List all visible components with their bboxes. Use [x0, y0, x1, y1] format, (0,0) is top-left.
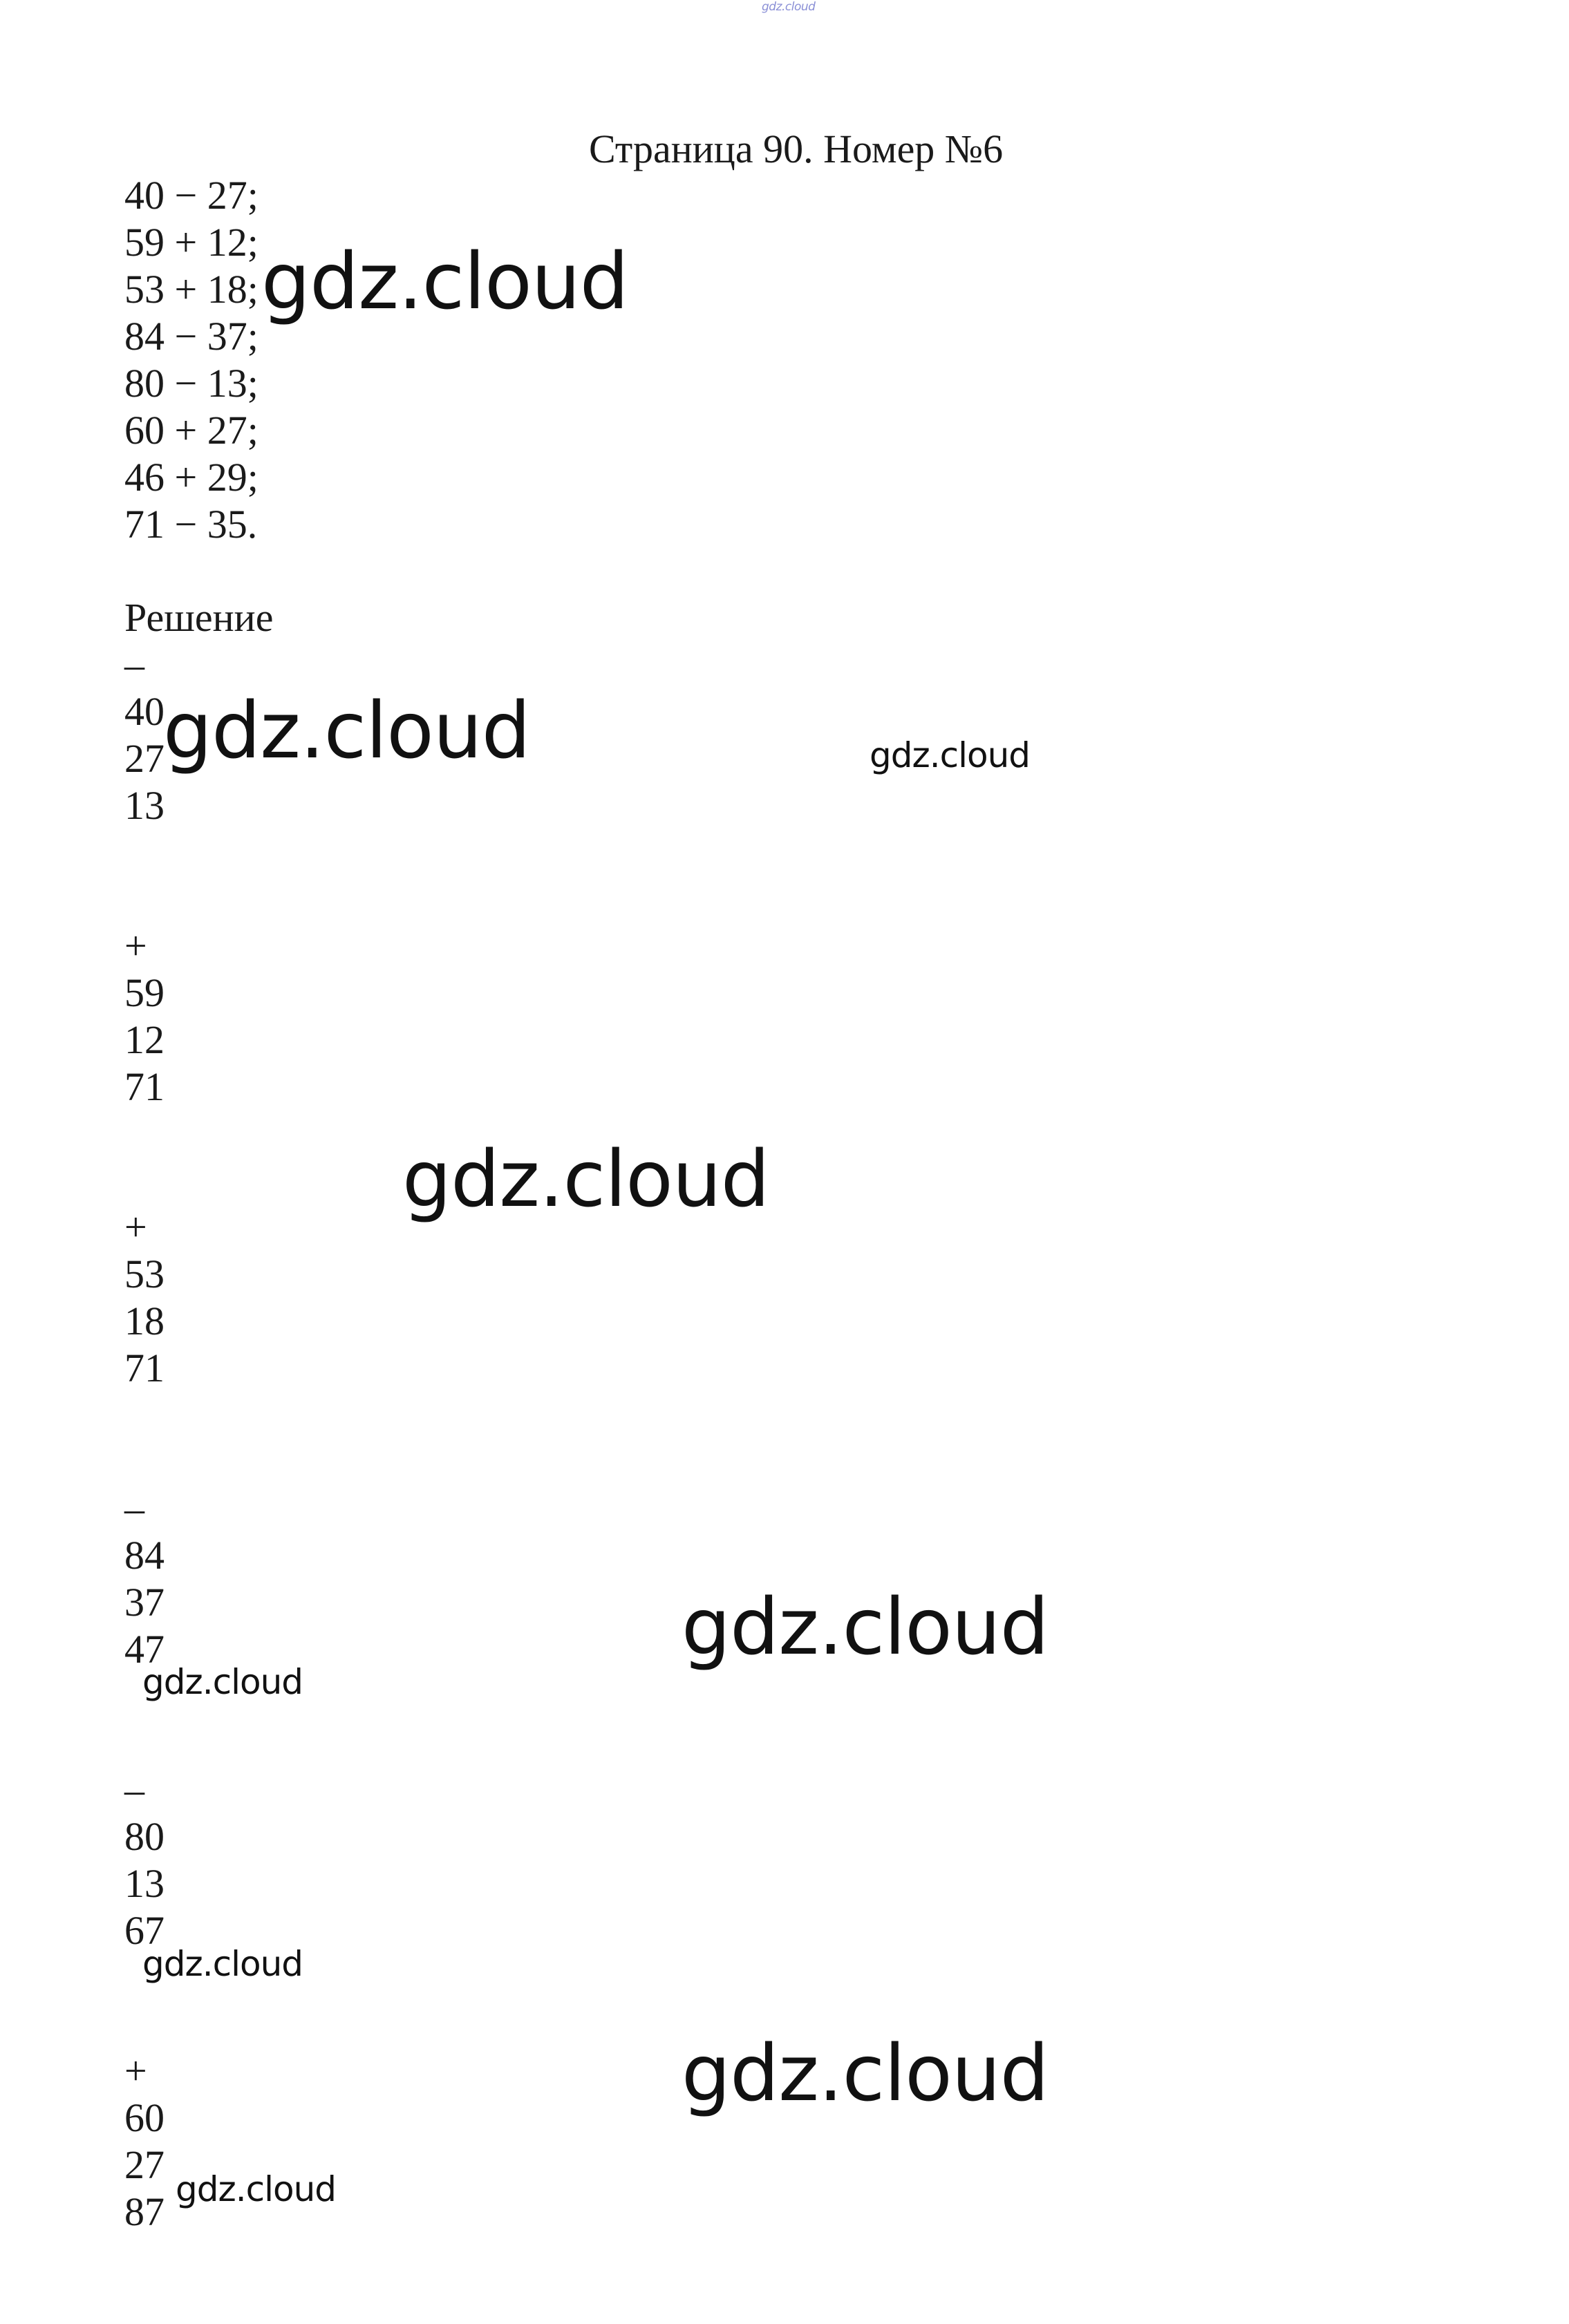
watermark-logo: gdz.cloud — [682, 2029, 1049, 2119]
watermark-logo: gdz.cloud — [163, 686, 530, 776]
watermark-logo: gdz.cloud — [682, 1583, 1049, 1672]
column-result: 67 — [124, 1908, 165, 1953]
watermark-logo: gdz.cloud — [142, 1662, 303, 1702]
watermark-logo: gdz.cloud — [142, 1944, 303, 1984]
problem-line: 46 + 29; — [124, 455, 259, 500]
column-minuend: 84 — [124, 1533, 165, 1578]
page-title: Страница 90. Номер №6 — [589, 126, 1004, 171]
problem-line: 53 + 18; — [124, 267, 259, 312]
solution-heading: Решение — [124, 595, 274, 640]
column-result: 47 — [124, 1627, 165, 1672]
column-addend: 53 — [124, 1251, 165, 1296]
column-addend: 27 — [124, 2142, 165, 2187]
top-watermark: gdz.cloud — [762, 0, 816, 14]
column-addend: 59 — [124, 970, 165, 1015]
problem-line: 60 + 27; — [124, 408, 259, 453]
problem-line: 80 − 13; — [124, 361, 259, 406]
problem-line: 71 − 35. — [124, 502, 258, 547]
watermark-logo: gdz.cloud — [402, 1135, 769, 1225]
column-operator: + — [124, 2048, 147, 2093]
watermark-logo: gdz.cloud — [261, 237, 628, 327]
column-result: 71 — [124, 1064, 165, 1109]
column-minuend: 40 — [124, 689, 165, 734]
column-subtrahend: 27 — [124, 736, 165, 781]
problem-line: 84 − 37; — [124, 314, 259, 359]
column-subtrahend: 13 — [124, 1861, 165, 1906]
column-addend: 18 — [124, 1298, 165, 1343]
watermark-logo: gdz.cloud — [870, 735, 1031, 775]
column-operator: – — [124, 642, 144, 687]
column-operator: + — [124, 923, 147, 968]
column-operator: – — [124, 1767, 144, 1812]
column-result: 13 — [124, 783, 165, 828]
column-addend: 12 — [124, 1017, 165, 1062]
column-operator: + — [124, 1204, 147, 1249]
column-result: 87 — [124, 2189, 165, 2234]
column-result: 71 — [124, 1345, 165, 1390]
problem-line: 59 + 12; — [124, 220, 259, 265]
watermark-logo: gdz.cloud — [176, 2169, 337, 2209]
column-operator: – — [124, 1486, 144, 1531]
column-subtrahend: 37 — [124, 1580, 165, 1625]
column-addend: 60 — [124, 2095, 165, 2140]
column-minuend: 80 — [124, 1814, 165, 1859]
problem-line: 40 − 27; — [124, 173, 259, 218]
